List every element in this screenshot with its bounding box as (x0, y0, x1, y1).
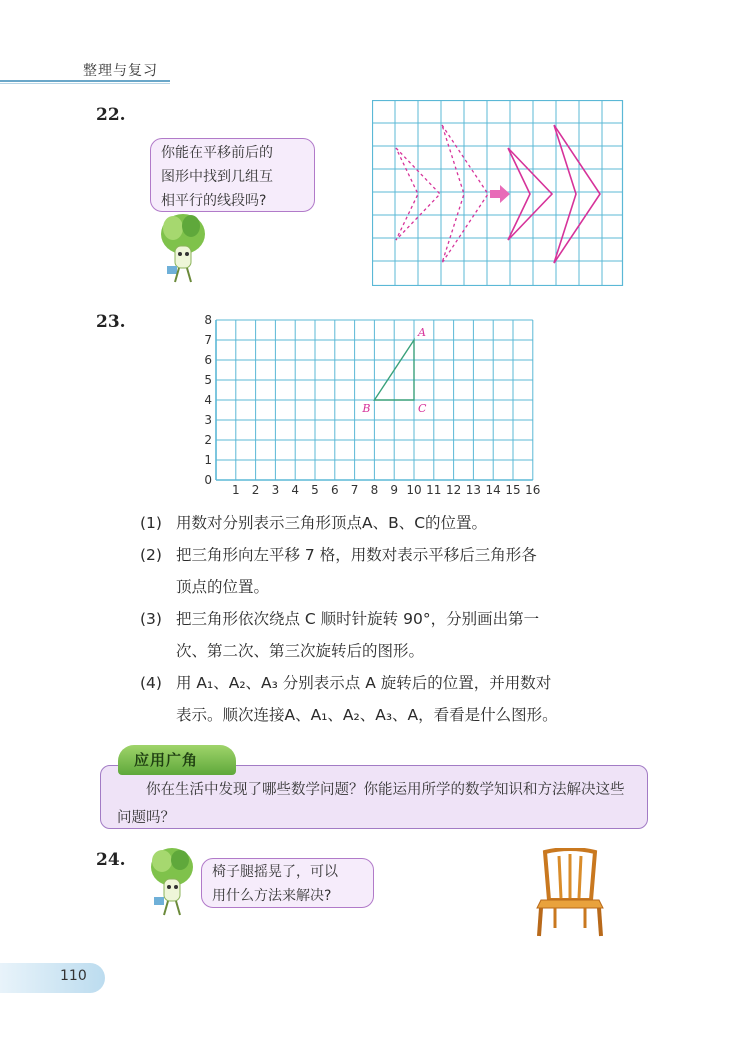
bubble-line: 相平行的线段吗? (161, 193, 267, 209)
chair-icon (535, 848, 605, 938)
translation-arrow-icon (490, 185, 510, 203)
bubble-line: 你能在平移前后的 (161, 145, 273, 161)
x-tick-label: 15 (505, 483, 521, 497)
item-2-continued: 顶点的位置。 (176, 578, 270, 596)
y-tick-label: 7 (204, 333, 212, 347)
x-tick-label: 11 (426, 483, 442, 497)
apply-section-text: 你在生活中发现了哪些数学问题？你能运用所学的数学知识和方法解决这些问题吗？ (117, 782, 625, 826)
page-number-tab (0, 963, 105, 993)
item-text: 用数对分别表示三角形顶点A、B、C的位置。 (176, 514, 488, 532)
item-text: 把三角形依次绕点 C 顺时针旋转 90°，分别画出第一 (176, 610, 540, 628)
y-tick-label: 8 (204, 313, 212, 327)
question-23-items (140, 507, 680, 731)
x-tick-label: 3 (271, 483, 280, 497)
cabbage-mascot-icon (142, 843, 200, 919)
item-text: 用 A₁、A₂、A₃ 分别表示点 A 旋转后的位置，并用数对 (176, 674, 552, 692)
x-tick-label: 2 (251, 483, 260, 497)
x-tick-label: 14 (485, 483, 501, 497)
bubble-line: 椅子腿摇晃了，可以 (212, 864, 338, 880)
x-tick-label: 8 (370, 483, 379, 497)
y-tick-label: 5 (204, 373, 212, 387)
item-number: (4) (140, 674, 162, 692)
y-tick-label: 6 (204, 353, 212, 367)
item-text: 把三角形向左平移 7 格，用数对表示平移后三角形各 (176, 546, 537, 564)
point-label-c: C (418, 402, 427, 415)
item-1 (140, 507, 680, 539)
item-4-continued: 表示。顺次连接A、A₁、A₂、A₃、A，看看是什么图形。 (176, 706, 558, 724)
x-tick-label: 13 (465, 483, 482, 497)
header-rule (0, 80, 170, 82)
y-tick-label: 1 (204, 453, 212, 467)
item-number: (2) (140, 546, 162, 564)
y-tick-label: 3 (204, 413, 212, 427)
question-22-speech-bubble (150, 138, 315, 212)
apply-section-label: 应用广角 (134, 751, 199, 769)
y-tick-label: 0 (204, 473, 212, 487)
question-24-number: 24. (96, 850, 126, 870)
x-tick-label: 1 (231, 483, 240, 497)
point-label-b: B (362, 402, 371, 415)
item-3-continued: 次、第二次、第三次旋转后的图形。 (176, 642, 425, 660)
question-24-speech-bubble (201, 858, 374, 908)
x-tick-label: 5 (311, 483, 319, 497)
x-tick-label: 4 (291, 483, 300, 497)
question-22-number: 22. (96, 105, 126, 125)
item-3 (140, 603, 680, 635)
y-tick-label: 2 (204, 433, 212, 447)
cabbage-mascot-icon (153, 208, 213, 286)
item-2 (140, 539, 680, 571)
header-rule-thin (0, 83, 170, 84)
bubble-line: 用什么方法来解决? (212, 888, 332, 904)
x-tick-label: 16 (525, 483, 541, 497)
x-tick-label: 6 (330, 483, 339, 497)
page-number: 110 (60, 968, 87, 984)
page-header-title: 整理与复习 (83, 63, 158, 79)
x-tick-label: 7 (350, 483, 359, 497)
point-label-a: A (418, 326, 426, 339)
item-number: (3) (140, 610, 162, 628)
x-tick-label: 12 (445, 483, 462, 497)
question-23-coordinate-grid (196, 312, 546, 500)
question-22-translation-grid (372, 100, 624, 286)
item-4 (140, 667, 680, 699)
x-tick-label: 9 (390, 483, 399, 497)
bubble-line: 图形中找到几组互 (161, 169, 273, 185)
item-number: (1) (140, 514, 162, 532)
solid-arrow-small (508, 148, 552, 240)
y-tick-label: 4 (204, 393, 212, 407)
question-23-number: 23. (96, 312, 126, 332)
x-tick-label: 10 (406, 483, 422, 497)
